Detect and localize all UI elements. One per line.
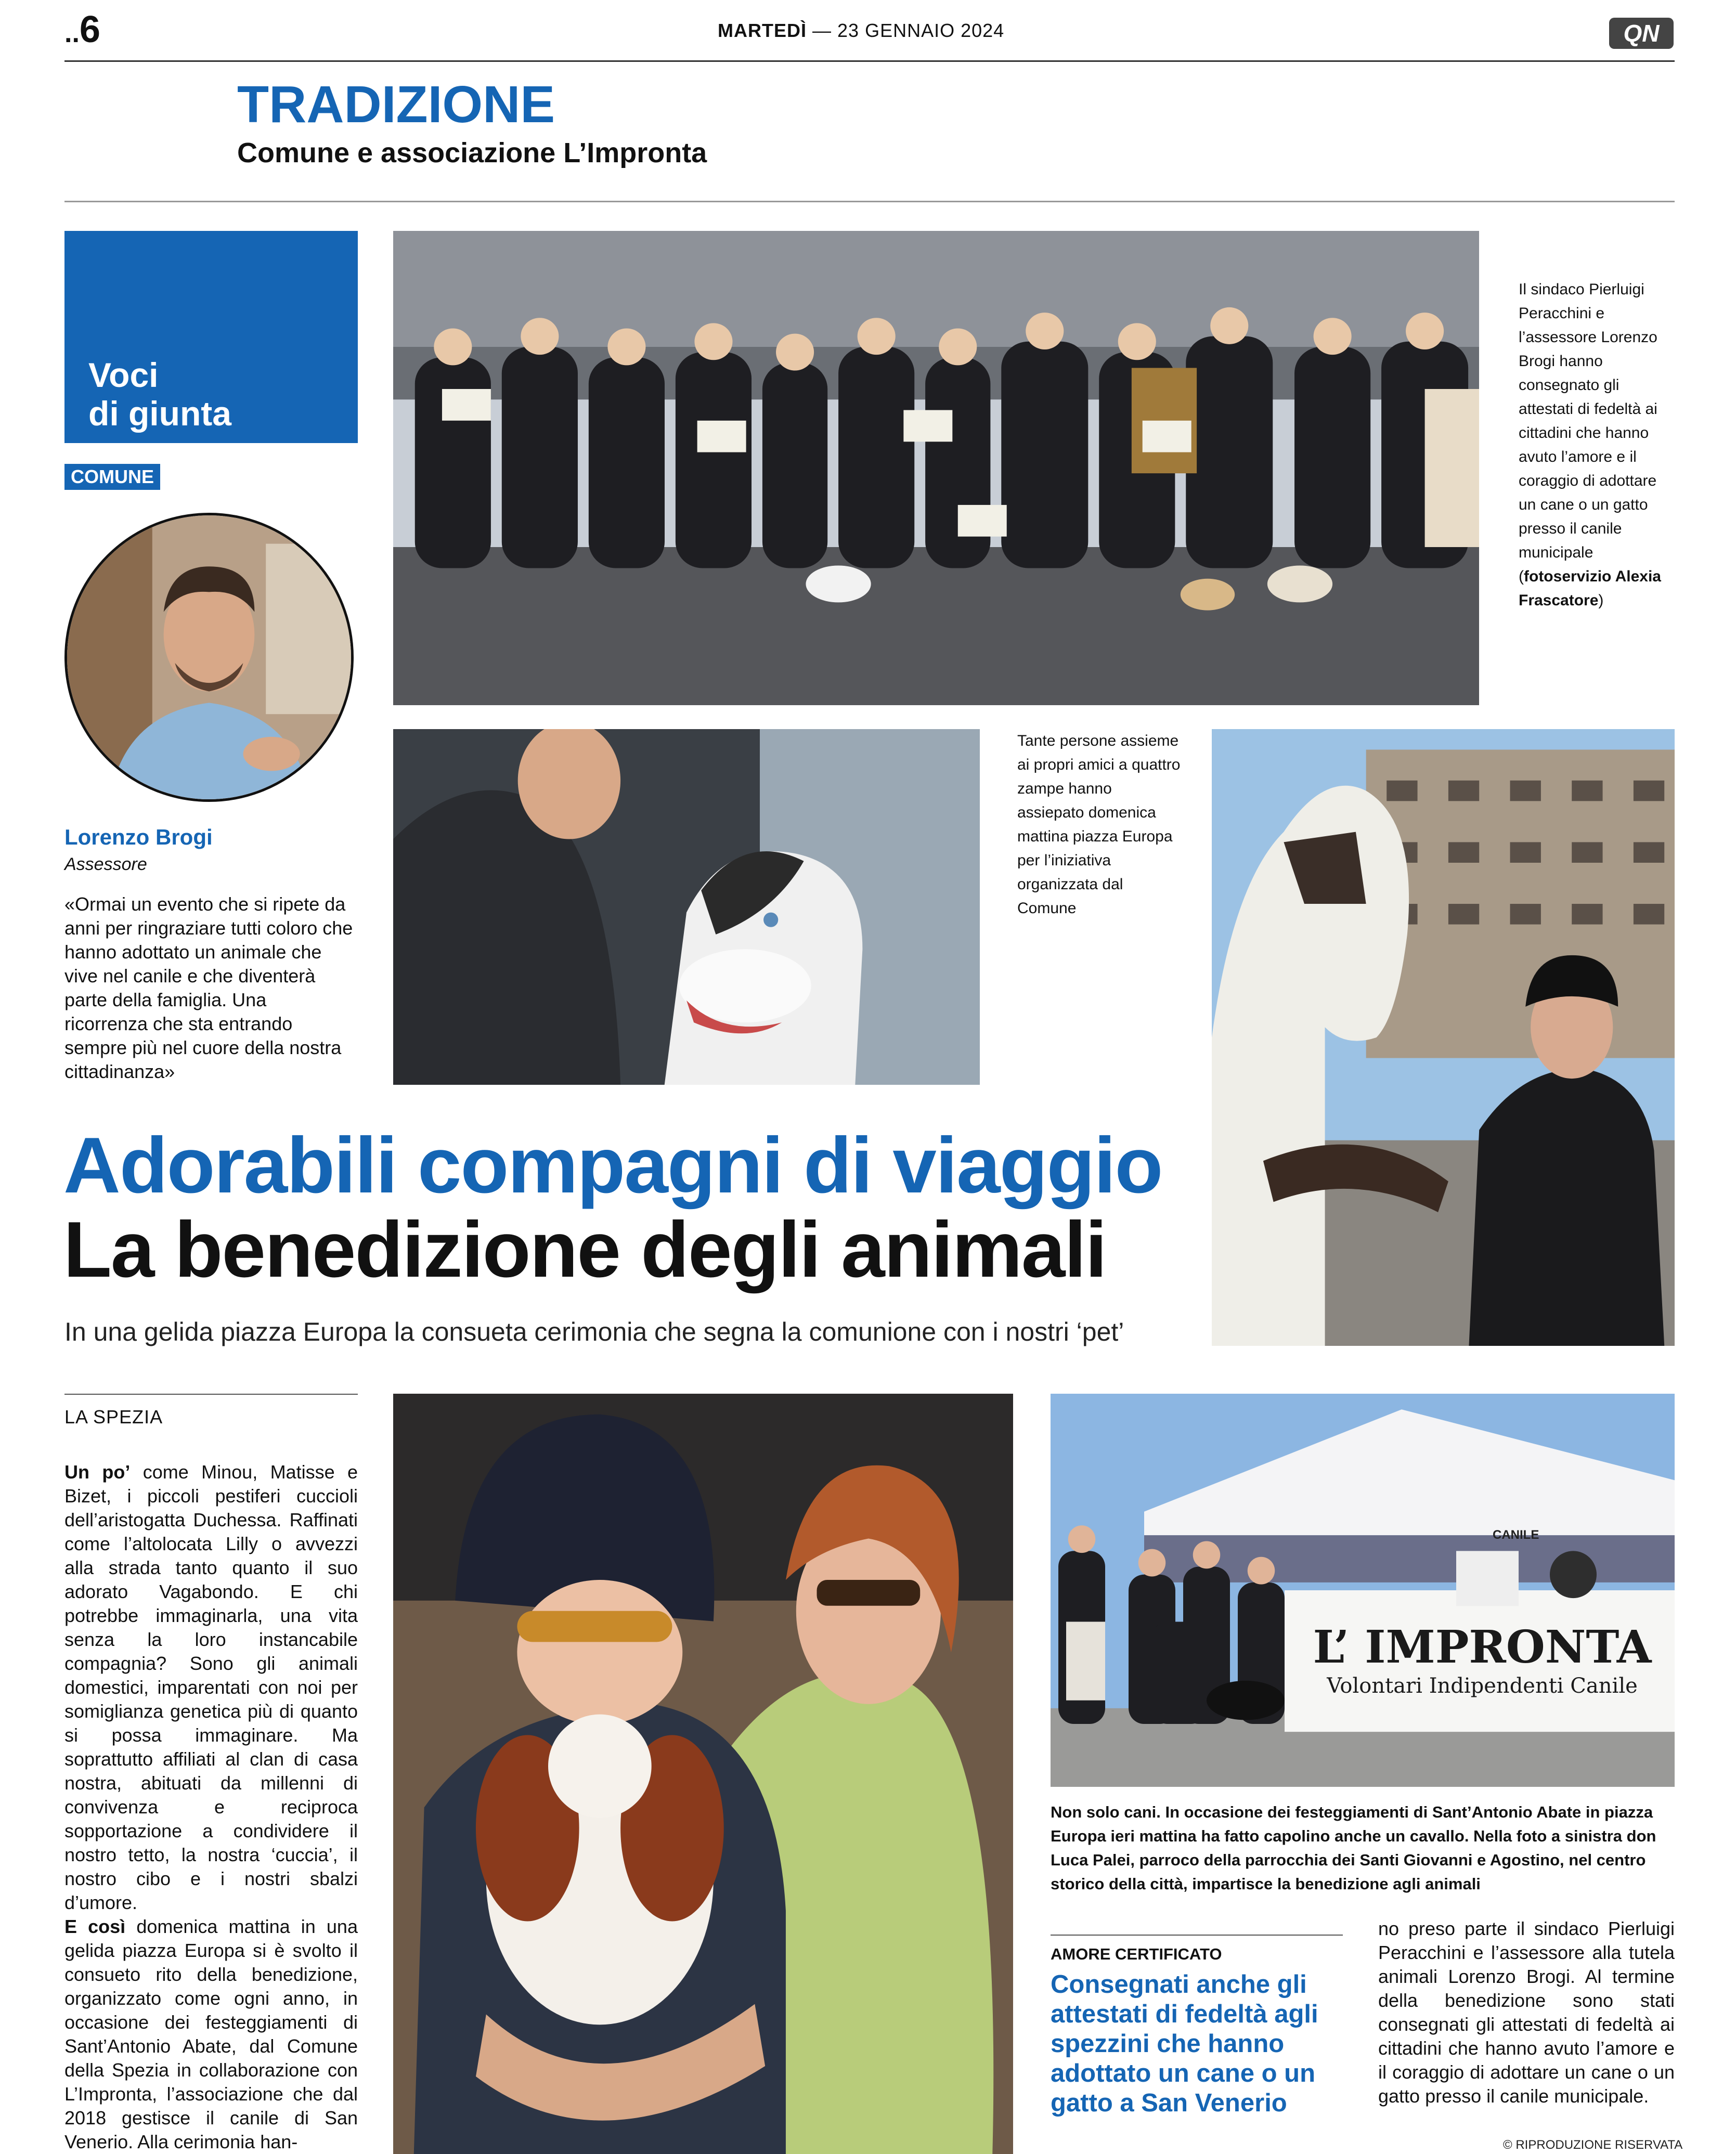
section-subtitle: Comune e associazione L’Impronta — [237, 137, 707, 168]
middle-caption: Tante persone assieme ai propri amici a quattro zampe hanno assiepato domenica mattina piazza Europa per l’iniziativa organizzata dal Comune — [1017, 732, 1181, 917]
comune-tag: COMUNE — [64, 464, 160, 490]
canile-sign: CANILE — [1493, 1528, 1539, 1542]
banner-title: L’ IMPRONTA — [1313, 1621, 1652, 1673]
section-rule — [64, 201, 1675, 202]
horse-photo — [1212, 729, 1675, 1346]
page-number — [64, 6, 100, 57]
article-top-rule — [64, 1394, 358, 1395]
date: — 23 GENNAIO 2024 — [812, 20, 1005, 41]
p2-lead: E così — [64, 1916, 126, 1937]
impronta-banner — [1290, 1623, 1675, 1699]
page-marker: .. — [64, 18, 80, 48]
group-photo-caption — [1519, 278, 1675, 613]
voices-title-line1: Voci — [88, 356, 159, 394]
p1-lead: Un po’ — [64, 1461, 131, 1483]
voices-title-line2: di giunta — [88, 394, 231, 433]
headline-line1: Adorabili compagni di viaggio — [63, 1121, 1162, 1210]
impronta-photo — [1051, 1394, 1675, 1787]
assessor-name: Lorenzo Brogi — [64, 825, 213, 849]
header-rule — [64, 60, 1675, 62]
page-number-value: 6 — [79, 9, 100, 50]
article-body — [64, 1460, 358, 2154]
sidebar-label: AMORE CERTIFICATO — [1051, 1945, 1222, 1963]
p2-text: domenica mattina in una gelida piazza Europa si è svolto il consueto rito della benedizione, organizzato come ogni anno, in occasione dei festeggiamenti di Sant’Antonio Abate, dal Comune della Spezia in collaborazione con L’Impronta, l’associazione che dal 2018 gestisce il canile di San Venerio. Alla cerimonia han- — [64, 1916, 358, 2152]
article-paragraph-1 — [64, 1460, 358, 1915]
assessor-portrait — [64, 513, 354, 802]
group-caption-credit: fotoservizio Alexia Frascatore — [1519, 568, 1661, 609]
article-continuation: no preso parte il sindaco Pierluigi Peracchini e l’assessore alla tutela animali Lorenzo Brogi. Al termine della benedizione sono stati consegnati gli attestati di fedeltà ai cittadini che hanno avuto l’amore e il coraggio di adottare un cane o un gatto presso il canile municipale. — [1378, 1918, 1675, 2107]
article-paragraph-2 — [64, 1915, 358, 2154]
group-photo — [393, 231, 1479, 705]
dateline: LA SPEZIA — [64, 1406, 163, 1428]
voices-title — [88, 356, 231, 433]
bottom-caption: Non solo cani. In occasione dei festeggiamenti di Sant’Antonio Abate in piazza Europa ieri mattina ha fatto capolino anche un cavallo. Nella foto a sinistra don Luca Palei, parroco della parrocchia dei Santi Giovanni e Agostino, nel centro storico della città, impartisce la benedizione agli animali — [1051, 1803, 1656, 1893]
qn-logo — [1609, 18, 1674, 49]
p1-text: come Minou, Matisse e Bizet, i piccoli pestiferi cuccioli dell’aristogatta Duchessa. Raffinati come l’altolocata Lilly o avvezzi alla strada tanto quanto il suo adorato Vagabondo. E chi potrebbe immaginarla, una vita senza la loro instancabile compagnia? Sono gli animali domestici, imparentati con noi per somiglianza genetica più di quanto si possa immaginare. Ma soprattutto affiliati al clan di casa nostra, abituati da millenni di convivenza e reciproca sopportazione a condividere il nostro tetto, la nostra ‘cuccia’, il nostro cibo e i nostri sbalzi d’umore. — [64, 1461, 358, 1913]
weekday: MARTEDÌ — [718, 20, 807, 41]
assessor-quote: «Ormai un evento che si ripete da anni per ringraziare tutti coloro che hanno adottato un animale che vive nel canile e che diventerà parte della famiglia. Una ricorrenza che sta entrando sempre più nel cuore della nostra cittadinanza» — [64, 893, 353, 1082]
assessor-role: Assessore — [64, 854, 147, 874]
qn-logo-text: QN — [1623, 20, 1660, 47]
sidebar-top-rule — [1051, 1935, 1343, 1936]
group-caption-text: Il sindaco Pierluigi Peracchini e l’assessore Lorenzo Brogi hanno consegnato gli attestati di fedeltà ai cittadini che hanno avuto l’amore e il coraggio di adottare un cane o un gatto presso il canile municipale ( — [1519, 281, 1657, 585]
headline-line2: La benedizione degli animali — [63, 1205, 1106, 1294]
dog-photo — [393, 729, 980, 1085]
issue-date — [718, 20, 1004, 42]
copyright: © RIPRODUZIONE RISERVATA — [1503, 2138, 1683, 2152]
sidebar-title: Consegnati anche gli attestati di fedeltà agli spezzini che hanno adottato un cane o un gatto a San Venerio — [1051, 1970, 1318, 2117]
section-kicker: TRADIZIONE — [237, 75, 555, 134]
banner-subtitle: Volontari Indipendenti Canile — [1327, 1674, 1638, 1698]
voices-box — [64, 231, 358, 443]
group-caption-close: ) — [1598, 592, 1604, 609]
cavalier-dog-photo — [393, 1394, 1013, 2154]
standfirst: In una gelida piazza Europa la consueta cerimonia che segna la comunione con i nostri ‘pet’ — [64, 1317, 1124, 1346]
